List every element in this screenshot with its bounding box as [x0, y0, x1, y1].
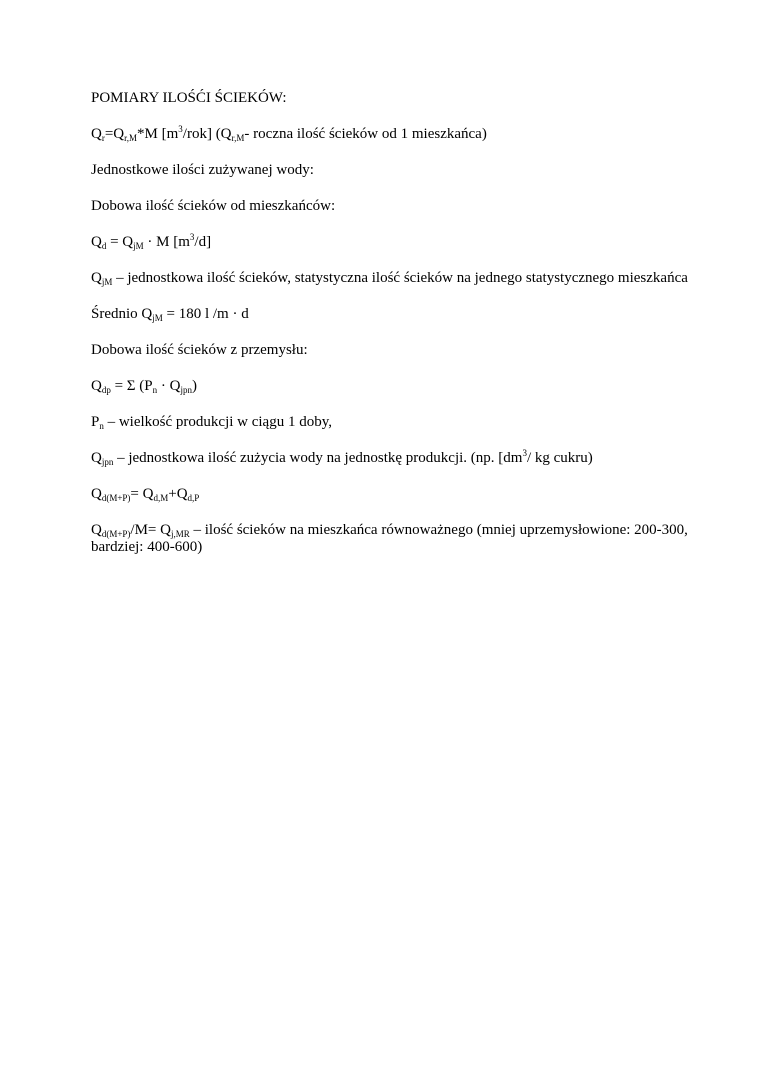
formula-daily-flow: $Q_d = Q_{jM} \cdot M$ $[m^3/d]$ — [91, 232, 212, 251]
definition-qjm: $Q_{jM}$ – jednostkowa ilość ścieków, statystyczna ilość ścieków na jednego statystycznego mieszkańca — [91, 270, 688, 287]
heading-daily-residential: Dobowa ilość ścieków od mieszkańców: — [91, 198, 336, 214]
definition-qjpn: $Q_{jpn}$ – jednostkowa ilość zużycia wody na jednostkę produkcji. (np. [$dm^3/$ kg cukru) — [91, 448, 593, 467]
document-title: POMIARY ILOŚĆI ŚCIEKÓW: — [91, 90, 287, 106]
formula-industrial-flow: $Q_{dp} = \Sigma$ $(P_n \cdot Q_{jpn})$ — [91, 378, 197, 395]
average-value: Średnio $Q_{jM} = 180$ l /m · d — [91, 306, 249, 323]
heading-unit-water-use: Jednostkowe ilości zużywanej wody: — [91, 162, 314, 178]
formula-total-flow: $Q_{d(M+P)}= Q_{d,M}+Q_{d,P}$ — [91, 486, 200, 503]
formula-equivalent-resident: $Q_{d(M+P)}/M= Q_{j,MR}$ – ilość ścieków na mieszkańca równoważnego (mniej uprzemysłowione: 200-300, bardziej: 400-600) — [91, 522, 688, 555]
definition-pn: $P_n$ – wielkość produkcji w ciągu 1 doby, — [91, 414, 332, 431]
heading-daily-industrial: Dobowa ilość ścieków z przemysłu: — [91, 342, 308, 358]
document-body — [91, 90, 691, 575]
formula-annual-flow: $Q_r=Q_{r,M}*M$ $[m^3/rok]$ ($Q_{r,M}-$ roczna ilość ścieków od 1 mieszkańca) — [91, 124, 487, 143]
